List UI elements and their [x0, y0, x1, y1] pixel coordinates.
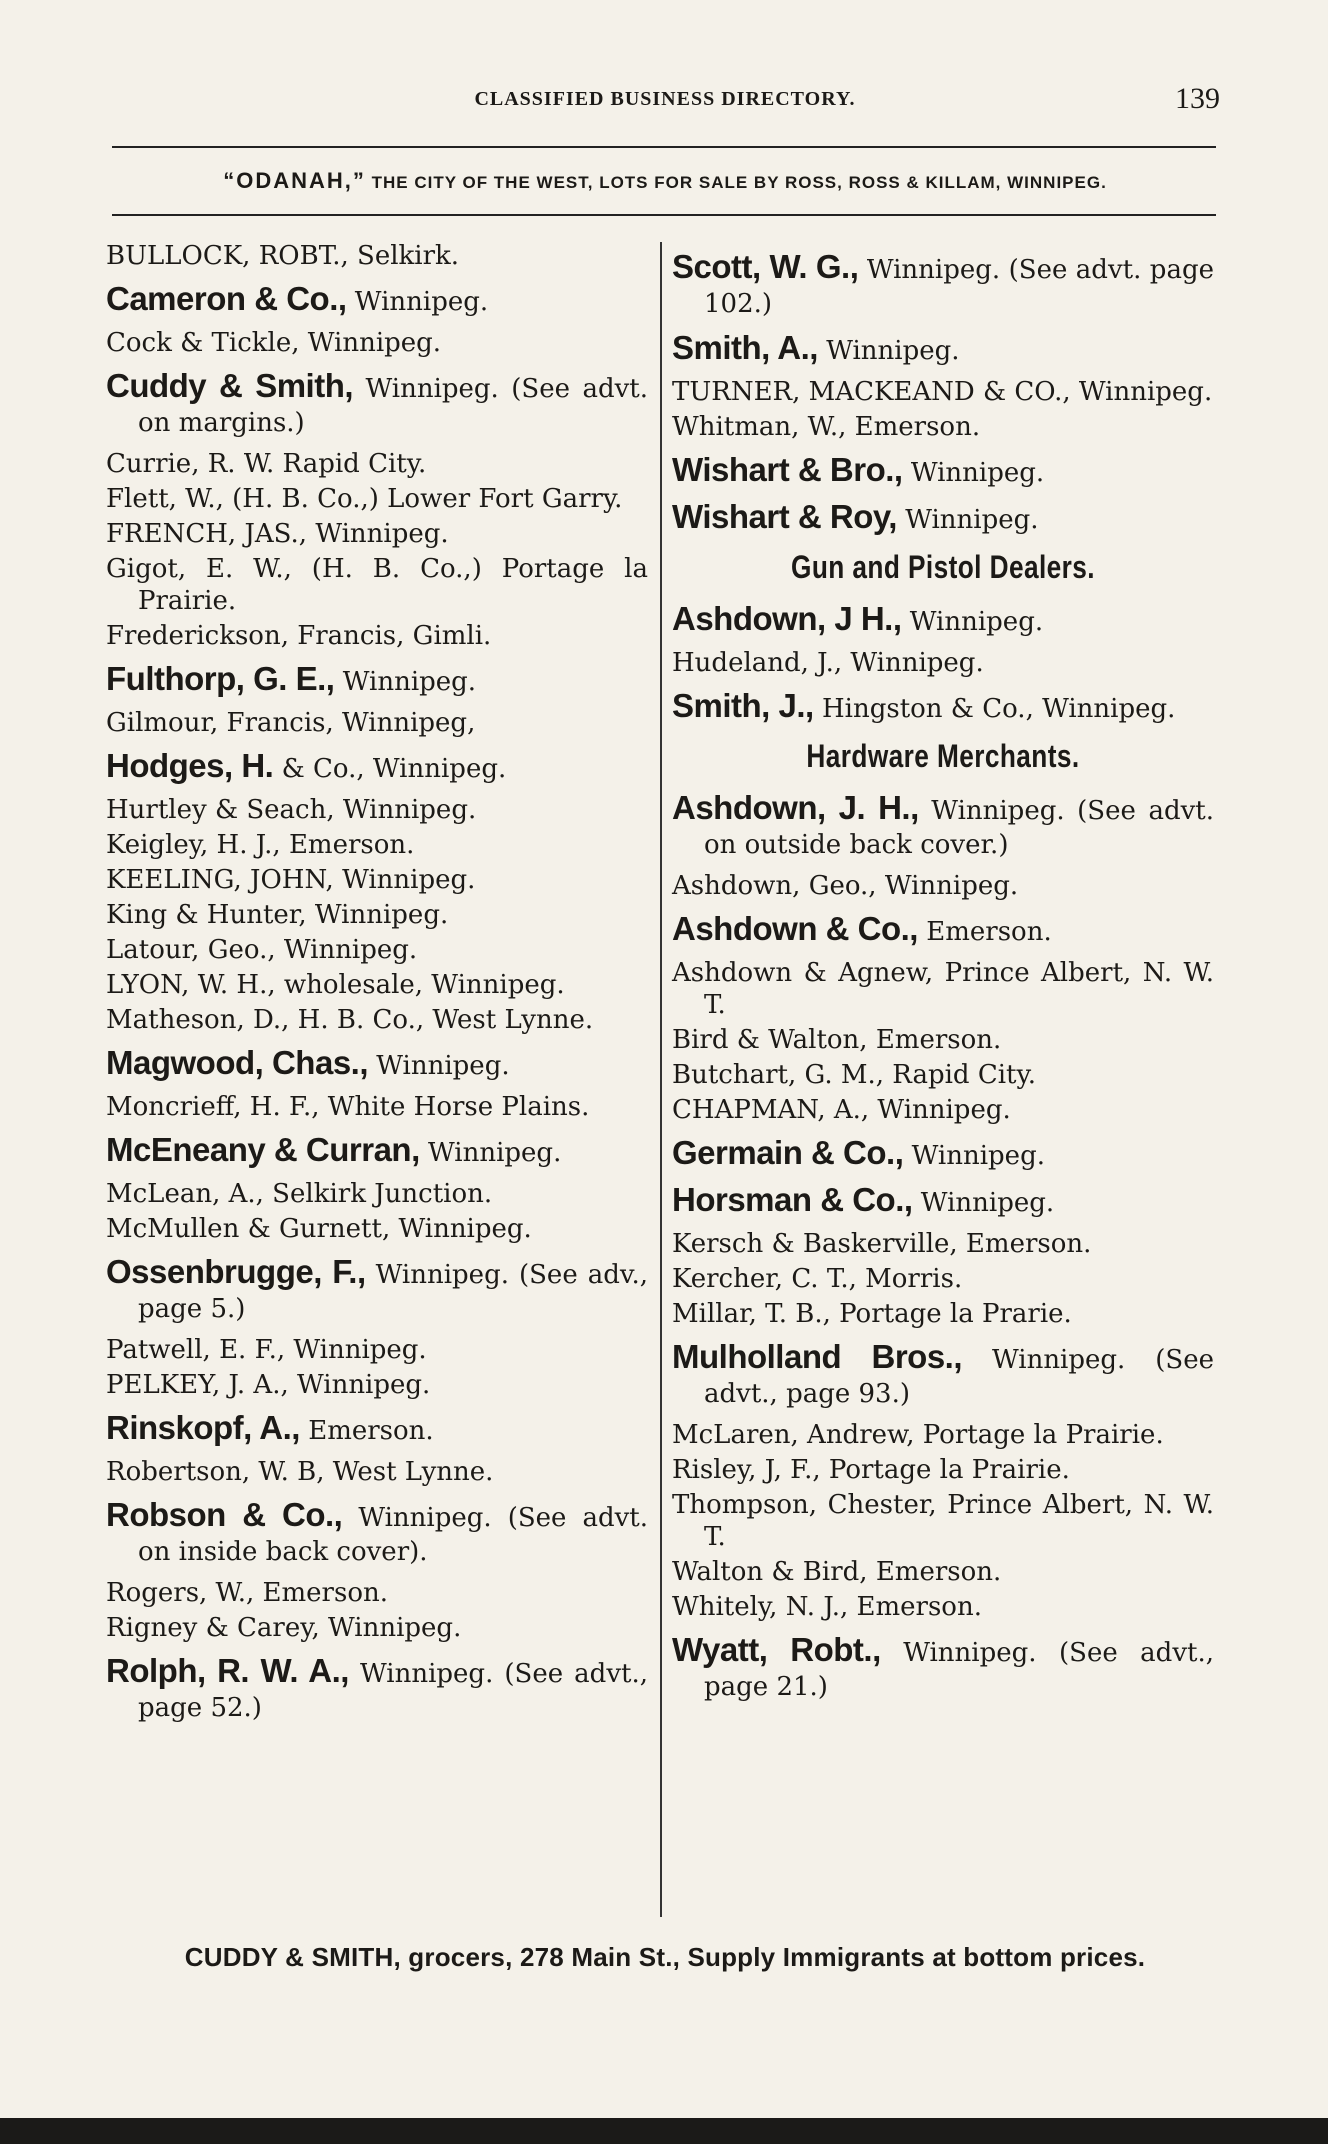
directory-entry [106, 1046, 648, 1083]
directory-entry [106, 1612, 648, 1644]
directory-entry [672, 1489, 1214, 1553]
entry-text: Keigley, H. J., Emerson. [106, 830, 415, 860]
entry-name-bold: Scott, W. G., [672, 248, 859, 285]
directory-entry [672, 1228, 1214, 1260]
directory-entry [106, 327, 648, 359]
entry-text: Hudeland, J., Winnipeg. [672, 648, 984, 678]
directory-entry [106, 1498, 648, 1569]
running-head [110, 82, 1220, 122]
directory-entry [672, 1298, 1214, 1330]
entry-text: Kersch & Baskerville, Emerson. [672, 1229, 1092, 1259]
entry-text: Winnipeg. (See advt. on inside back cover). [138, 1503, 648, 1567]
page-bottom-edge [0, 2118, 1328, 2144]
entry-text: Hingston & Co., Winnipeg. [813, 694, 1176, 724]
entry-text: & Co., Winnipeg. [273, 754, 507, 784]
directory-entry [672, 1263, 1214, 1295]
entry-name-bold: Wishart & Bro., [672, 451, 903, 488]
entry-text: Emerson. [917, 917, 1052, 947]
directory-entry [106, 620, 648, 652]
entry-text: Whitely, N. J., Emerson. [672, 1592, 982, 1622]
entry-name-bold: Robson & Co., [106, 1496, 343, 1533]
directory-entry [672, 1556, 1214, 1588]
directory-entry [672, 1340, 1214, 1411]
entry-text: Rogers, W., Emerson. [106, 1578, 388, 1608]
directory-entry [672, 1419, 1214, 1451]
directory-entry [106, 662, 648, 699]
entry-text: Matheson, D., H. B. Co., West Lynne. [106, 1005, 594, 1035]
entry-text: Currie, R. W. Rapid City. [106, 449, 427, 479]
directory-entry [106, 1004, 648, 1036]
entry-name-bold: Rolph, R. W. A., [106, 1652, 349, 1689]
entry-text: Hurtley & Seach, Winnipeg. [106, 795, 477, 825]
directory-entry [672, 1136, 1214, 1173]
directory-entry [106, 829, 648, 861]
directory-entry [672, 411, 1214, 443]
entry-name-bold: Magwood, Chas., [106, 1044, 369, 1081]
entry-text: Thompson, Chester, Prince Albert, N. W. T. [672, 1490, 1214, 1552]
directory-entry [106, 1654, 648, 1725]
entry-text: Winnipeg. [902, 458, 1045, 488]
entry-text: Gilmour, Francis, Winnipeg, [106, 708, 476, 738]
directory-entry [106, 749, 648, 786]
banner-text: THE CITY OF THE WEST, LOTS FOR SALE BY ROSS, ROSS & KILLAM, WINNIPEG. [371, 173, 1107, 192]
entry-name-bold: Hodges, H. [106, 747, 274, 784]
entry-name-bold: McEneany & Curran, [106, 1131, 420, 1168]
entry-name-bold: Cameron & Co., [106, 280, 347, 317]
section-heading: Hardware Merchants. [806, 738, 1080, 774]
directory-entry [106, 1411, 648, 1448]
directory-entry [672, 791, 1214, 862]
entry-text: Winnipeg. [896, 505, 1039, 535]
directory-entry [672, 870, 1214, 902]
entry-text: Whitman, W., Emerson. [672, 412, 981, 442]
page-number: 139 [1175, 82, 1220, 115]
entry-name-bold: Wyatt, Robt., [672, 1631, 881, 1668]
entry-text: Winnipeg. [901, 607, 1044, 637]
header-rule [112, 146, 1216, 148]
directory-entry [106, 1456, 648, 1488]
entry-text: Frederickson, Francis, Gimli. [106, 621, 492, 651]
directory-entry [672, 1591, 1214, 1623]
entry-text: Winnipeg. (See advt. on margins.) [138, 374, 648, 438]
entry-name-bold: Ashdown & Co., [672, 910, 918, 947]
entry-text: Winnipeg. (See advt., page 21.) [704, 1638, 1214, 1702]
entry-name-bold: Mulholland Bros., [672, 1338, 963, 1375]
entry-name-bold: Ashdown, J H., [672, 600, 902, 637]
right-column [672, 240, 1214, 1712]
entry-text: Winnipeg. (See adv., page 5.) [138, 1260, 648, 1324]
directory-entry [672, 453, 1214, 490]
directory-entry [106, 1213, 648, 1245]
entry-text: Latour, Geo., Winnipeg. [106, 935, 418, 965]
entry-text: McMullen & Gurnett, Winnipeg. [106, 1214, 532, 1244]
directory-entry [106, 1334, 648, 1366]
entry-text: Winnipeg. (See advt., page 52.) [138, 1659, 648, 1723]
entry-text: Ashdown, Geo., Winnipeg. [672, 871, 1019, 901]
entry-text: Winnipeg. (See advt., page 93.) [704, 1345, 1215, 1409]
directory-entry [106, 864, 648, 896]
directory-entry [672, 500, 1214, 537]
cuddy-smith-footer-advert: CUDDY & SMITH, grocers, 278 Main St., Supply Immigrants at bottom prices. [184, 1942, 1146, 1972]
entry-text: Bird & Walton, Emerson. [672, 1025, 1002, 1055]
directory-entry [106, 899, 648, 931]
directory-entry [672, 689, 1214, 726]
entry-text: Winnipeg. [346, 287, 489, 317]
entry-text: McLaren, Andrew, Portage la Prairie. [672, 1420, 1164, 1450]
entry-text: Winnipeg. [817, 336, 960, 366]
entry-text: Winnipeg. (See advt. on outside back cover.) [704, 796, 1214, 860]
directory-entry [672, 1059, 1214, 1091]
directory-entry [672, 647, 1214, 679]
entry-text: PELKEY, J. A., Winnipeg. [106, 1370, 431, 1400]
entry-text: Butchart, G. M., Rapid City. [672, 1060, 1036, 1090]
entry-text: King & Hunter, Winnipeg. [106, 900, 449, 930]
directory-entry [106, 483, 648, 515]
entry-text: Millar, T. B., Portage la Prarie. [672, 1299, 1072, 1329]
directory-entry [672, 1633, 1214, 1704]
entry-text: BULLOCK, ROBT., Selkirk. [106, 241, 460, 271]
entry-text: FRENCH, JAS., Winnipeg. [106, 519, 449, 549]
directory-entry [106, 1178, 648, 1210]
entry-text: Rigney & Carey, Winnipeg. [106, 1613, 462, 1643]
directory-entry [106, 518, 648, 550]
entry-name-bold: Fulthorp, G. E., [106, 660, 335, 697]
entry-text: Kercher, C. T., Morris. [672, 1264, 963, 1294]
directory-entry [106, 1091, 648, 1123]
entry-text: Winnipeg. [419, 1138, 562, 1168]
entry-text: Ashdown & Agnew, Prince Albert, N. W. T. [672, 958, 1214, 1020]
directory-entry [672, 602, 1214, 639]
directory-entry [106, 553, 648, 617]
running-title: CLASSIFIED BUSINESS DIRECTORY. [474, 88, 856, 110]
directory-entry [106, 794, 648, 826]
entry-text: Winnipeg. [912, 1188, 1055, 1218]
entry-text: Winnipeg. [368, 1051, 510, 1081]
entry-text: CHAPMAN, A., Winnipeg. [672, 1095, 1011, 1125]
directory-entry [106, 369, 648, 440]
odanah-banner [110, 168, 1220, 194]
directory-entry [672, 250, 1214, 321]
directory-entry [672, 1454, 1214, 1486]
left-column [106, 240, 648, 1733]
directory-entry [672, 1024, 1214, 1056]
entry-name-bold: Germain & Co., [672, 1134, 904, 1171]
entry-name-bold: Wishart & Roy, [672, 498, 897, 535]
entry-text: Gigot, E. W., (H. B. Co.,) Portage la Prairie. [106, 554, 648, 616]
entry-name-bold: Smith, A., [672, 329, 818, 366]
entry-text: Winnipeg. [334, 667, 477, 697]
directory-entry [672, 1094, 1214, 1126]
entry-text: LYON, W. H., wholesale, Winnipeg. [106, 970, 565, 1000]
entry-text: TURNER, MACKEAND & CO., Winnipeg. [672, 377, 1213, 407]
entry-text: Winnipeg. [903, 1141, 1045, 1171]
directory-entry [672, 912, 1214, 949]
entry-text: Patwell, E. F., Winnipeg. [106, 1335, 427, 1365]
entry-name-bold: Smith, J., [672, 687, 814, 724]
entry-text: Risley, J, F., Portage la Prairie. [672, 1455, 1070, 1485]
directory-entry [672, 957, 1214, 1021]
entry-text: Flett, W., (H. B. Co.,) Lower Fort Garry. [106, 484, 623, 514]
directory-entry [106, 1133, 648, 1170]
directory-entry [672, 331, 1214, 368]
entry-text: Emerson. [299, 1416, 434, 1446]
entry-name-bold: Rinskopf, A., [106, 1409, 300, 1446]
entry-text: KEELING, JOHN, Winnipeg. [106, 865, 476, 895]
entry-name-bold: Cuddy & Smith, [106, 367, 354, 404]
column-divider [660, 242, 662, 1917]
banner-rule [112, 214, 1216, 216]
directory-entry [106, 934, 648, 966]
entry-name-bold: Horsman & Co., [672, 1181, 913, 1218]
entry-text: Robertson, W. B, West Lynne. [106, 1457, 494, 1487]
entry-name-bold: Ossenbrugge, F., [106, 1253, 366, 1290]
section-heading: Gun and Pistol Dealers. [791, 549, 1095, 585]
directory-entry [106, 707, 648, 739]
entry-name-bold: Ashdown, J. H., [672, 789, 919, 826]
entry-text: Moncrieff, H. F., White Horse Plains. [106, 1092, 590, 1122]
directory-entry [106, 1577, 648, 1609]
directory-entry [672, 1183, 1214, 1220]
directory-entry [106, 969, 648, 1001]
entry-text: Cock & Tickle, Winnipeg. [106, 328, 442, 358]
directory-entry [106, 240, 648, 272]
directory-entry [672, 376, 1214, 408]
entry-text: McLean, A., Selkirk Junction. [106, 1179, 493, 1209]
banner-lead: “ODANAH,” [223, 168, 366, 193]
entry-text: Winnipeg. (See advt. page 102.) [704, 255, 1214, 319]
directory-entry [106, 1255, 648, 1326]
directory-entry [106, 1369, 648, 1401]
directory-entry [106, 282, 648, 319]
entry-text: Walton & Bird, Emerson. [672, 1557, 1002, 1587]
directory-entry [106, 448, 648, 480]
